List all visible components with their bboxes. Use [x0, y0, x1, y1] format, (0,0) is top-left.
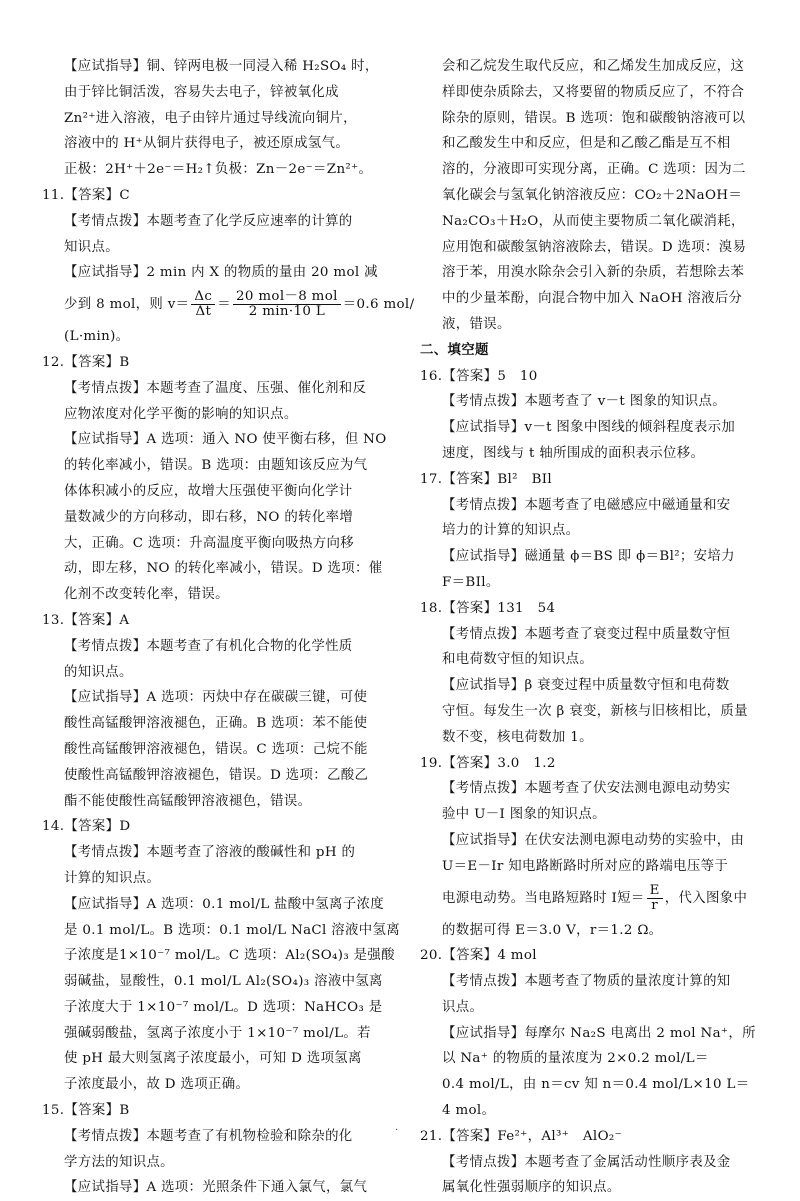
answer-line	[420, 943, 772, 969]
text-line: 的数据可得 E＝3.0 V，r＝1.2 Ω。	[442, 922, 663, 938]
text-line: 【应试指导】β 衰变过程中质量数守恒和电荷数	[442, 678, 730, 694]
formula-equals: ＝	[217, 297, 232, 313]
text-line: 是 0.1 mol/L。B 选项：0.1 mol/L NaCl 溶液中氢离	[64, 922, 400, 938]
answer-line	[420, 596, 772, 622]
formula-line	[420, 880, 772, 918]
formula-prefix: 少到 8 mol，则 v＝	[64, 297, 190, 313]
answer-line	[420, 1124, 772, 1150]
text-line: U＝E－Ir 知电路断路时所对应的路端电压等于	[442, 858, 729, 874]
text-line: 4 mol。	[442, 1103, 496, 1119]
answer-text: 【答案】Bl² BIl	[442, 471, 553, 487]
text-line: 【应试指导】在伏安法测电源电动势的实验中，由	[442, 832, 745, 848]
text-line: 【考情点拨】本题考查了电磁感应中磁通量和安	[442, 497, 731, 513]
answer-text: 【答案】B	[64, 354, 130, 370]
text-line: 【考情点拨】本题考查了衰变过程中质量数守恒	[442, 626, 731, 642]
page-mark: ·	[395, 1125, 399, 1136]
fraction-delta	[191, 290, 215, 319]
text-line: Zn²⁺进入溶液，电子由锌片通过导线流向铜片，	[64, 110, 357, 126]
answer-text: 【答案】D	[64, 819, 131, 835]
text-line: 溶的，分液即可实现分离，正确。C 选项：因为二	[442, 162, 746, 178]
fraction-e-over-r-numerator: E	[647, 884, 663, 899]
text-line: 酯不能使酸性高锰酸钾溶液褪色，错误。	[64, 793, 312, 809]
formula-suffix: ＝0.6 mol/	[342, 297, 415, 313]
question-number: 15.	[42, 1103, 65, 1119]
text-line: 中的少量苯酚，向混合物中加入 NaOH 溶液后分	[442, 291, 743, 307]
answer-text: 【答案】131 54	[442, 600, 556, 616]
text-line: 【考情点拨】本题考查了有机化合物的化学性质	[64, 638, 353, 654]
text-line: 【考情点拨】本题考查了伏安法测电源电动势实	[442, 781, 731, 797]
text-line: 体体积减小的反应，故增大压强使平衡向化学计	[64, 483, 353, 499]
fraction-values-denominator: 2 min·10 L	[248, 304, 326, 320]
fraction-values	[233, 290, 341, 319]
text-line: 培力的计算的知识点。	[442, 523, 580, 539]
text-line: 会和乙烷发生取代反应，和乙烯发生加成反应，这	[442, 59, 745, 74]
answer-line	[42, 1098, 394, 1124]
text-line: 0.4 mol/L，由 n＝cv 知 n＝0.4 mol/L×10 L＝	[442, 1077, 750, 1093]
text-line: 正极：2H⁺＋2e⁻＝H₂↑负极：Zn－2e⁻＝Zn²⁺。	[64, 162, 373, 178]
question-number: 21.	[420, 1128, 443, 1144]
answer-text: 【答案】3.0 1.2	[442, 755, 556, 771]
question-number: 12.	[42, 354, 65, 370]
text-line: 液，错误。	[442, 316, 511, 332]
text-line: 化剂不改变转化率，错误。	[64, 587, 229, 603]
text-line: F＝BIl。	[442, 574, 500, 590]
formula-prefix: 电源电动势。当电路短路时 I短＝	[442, 890, 645, 906]
answer-line	[42, 183, 394, 209]
text-line: 应用饱和碳酸氢钠溶液除去，错误。D 选项：溴易	[442, 239, 747, 255]
question-number: 19.	[420, 755, 443, 771]
fraction-values-numerator: 20 mol－8 mol	[233, 290, 341, 305]
text-line: 【考情点拨】本题考查了 v－t 图象的知识点。	[442, 394, 726, 410]
text-line: 大，正确。C 选项：升高温度平衡向吸热方向移	[64, 535, 355, 551]
text-line: 【应试指导】铜、锌两电极一同浸入稀 H₂SO₄ 时，	[64, 59, 379, 74]
fraction-delta-numerator: Δc	[191, 290, 215, 305]
answer-text: 【答案】B	[64, 1103, 130, 1119]
left-column	[42, 54, 415, 1201]
text-line: 子浓度最小，故 D 选项正确。	[64, 1077, 250, 1093]
text-line: 【应试指导】A 选项：丙炔中存在碳碳三键，可使	[64, 690, 368, 706]
text-line: 【应试指导】磁通量 ϕ＝BS 即 ϕ＝Bl²；安培力	[442, 549, 735, 565]
answer-line	[42, 608, 394, 634]
text-line: 【应试指导】2 min 内 X 的物质的量由 20 mol 减	[64, 265, 378, 281]
question-number: 20.	[420, 948, 443, 964]
text-line: 属氧化性强弱顺序的知识点。	[442, 1180, 621, 1196]
section-heading: 二、填空题	[420, 341, 489, 358]
text-line: Na₂CO₃＋H₂O，从而使主要物质二氧化碳消耗，	[442, 213, 745, 229]
text-line: 以 Na⁺ 的物质的量浓度为 2×0.2 mol/L＝	[442, 1051, 709, 1067]
text-line: 【考情点拨】本题考查了物质的量浓度计算的知	[442, 974, 731, 990]
question-number: 16.	[420, 368, 443, 384]
text-line: 【考情点拨】本题考查了温度、压强、催化剂和反	[64, 380, 367, 396]
text-line: 溶于苯，用溴水除杂会引入新的杂质，若想除去苯	[442, 265, 745, 281]
text-line: 和电荷数守恒的知识点。	[442, 652, 594, 668]
text-line: 和乙酸发生中和反应，但是和乙酸乙酯是互不相	[442, 136, 731, 152]
answer-line	[420, 467, 772, 493]
text-line: 学方法的知识点。	[64, 1154, 174, 1170]
text-line: 【考情点拨】本题考查了化学反应速率的计算的	[64, 213, 353, 229]
answer-line	[420, 364, 772, 390]
text-line: 验中 U－I 图象的知识点。	[442, 807, 606, 823]
fraction-e-over-r-denominator: r	[651, 897, 659, 913]
text-line: 守恒。每发生一次 β 衰变，新核与旧核相比，质量	[442, 703, 748, 719]
answer-text: 【答案】5 10	[442, 368, 538, 384]
text-line: 动，即左移，NO 的转化率减小，错误。D 选项：催	[64, 561, 383, 577]
text-line: 【应试指导】每摩尔 Na₂S 电离出 2 mol Na⁺，所	[442, 1025, 756, 1041]
text-line: 【考情点拨】本题考查了溶液的酸碱性和 pH 的	[64, 845, 356, 861]
answer-text: 【答案】Fe²⁺，Al³⁺ AlO₂⁻	[442, 1128, 623, 1144]
formula-line	[42, 286, 415, 324]
text-line: 计算的知识点。	[64, 870, 161, 886]
text-line: 数不变，核电荷数加 1。	[442, 729, 593, 745]
text-line: 的转化率减小，错误。B 选项：由题知该反应为气	[64, 458, 368, 474]
question-number: 11.	[42, 187, 65, 203]
text-line: 酸性高锰酸钾溶液褪色，错误。C 选项：己烷不能	[64, 741, 368, 757]
text-line: 除杂的原则，错误。B 选项：饱和碳酸钠溶液可以	[442, 110, 746, 126]
text-line: 使酸性高锰酸钾溶液褪色，错误。D 选项：乙酸乙	[64, 767, 369, 783]
text-line: (L·min)。	[64, 329, 130, 345]
formula-suffix: ，代入图象中	[664, 890, 748, 906]
text-line: 量数减少的方向移动，即右移，NO 的转化率增	[64, 509, 354, 525]
answer-text: 【答案】C	[64, 187, 130, 203]
right-column	[420, 54, 772, 1201]
text-line: 使 pH 最大则氢离子浓度最小，可知 D 选项氢离	[64, 1051, 362, 1067]
text-line: 【考情点拨】本题考查了有机物检验和除杂的化	[64, 1128, 353, 1144]
text-line: 应物浓度对化学平衡的影响的知识点。	[64, 406, 298, 422]
text-line: 氧化碳会与氢氧化钠溶液反应：CO₂＋2NaOH＝	[442, 187, 743, 203]
text-line: 弱碱盐，显酸性，0.1 mol/L Al₂(SO₄)₃ 溶液中氢离	[64, 974, 383, 990]
question-number: 14.	[42, 819, 65, 835]
text-line: 酸性高锰酸钾溶液褪色，正确。B 选项：苯不能使	[64, 716, 368, 732]
question-number: 13.	[42, 612, 65, 628]
text-line: 【应试指导】v－t 图象中图线的倾斜程度表示加	[442, 420, 736, 436]
text-line: 强碱弱酸盐，氢离子浓度小于 1×10⁻⁷ mol/L。若	[64, 1025, 371, 1041]
text-line: 速度，图线与 t 轴所围成的面积表示位移。	[442, 445, 705, 461]
answer-line	[42, 814, 394, 840]
text-line: 子浓度大于 1×10⁻⁷ mol/L。D 选项：NaHCO₃ 是	[64, 999, 383, 1015]
answer-line	[42, 350, 394, 376]
fraction-delta-denominator: Δt	[195, 304, 212, 320]
text-line: 溶液中的 H⁺从铜片获得电子，被还原成氢气。	[64, 136, 350, 152]
text-line: 子浓度是1×10⁻⁷ mol/L。C 选项：Al₂(SO₄)₃ 是强酸	[64, 948, 395, 964]
text-line: 【考情点拨】本题考查了金属活动性顺序表及金	[442, 1154, 731, 1170]
text-line: 识点。	[442, 999, 484, 1015]
question-number: 17.	[420, 471, 443, 487]
text-line: 由于锌比铜活泼，容易失去电子，锌被氧化成	[64, 84, 339, 100]
text-line: 【应试指导】A 选项：光照条件下通入氯气，氯气	[64, 1180, 368, 1196]
text-line: 【应试指导】A 选项：通入 NO 使平衡右移，但 NO	[64, 432, 387, 448]
text-line: 样即使杂质除去，又将要留的物质反应了，不符合	[442, 84, 745, 100]
text-line: 的知识点。	[64, 664, 133, 680]
fraction-e-over-r	[647, 884, 663, 913]
answer-line	[420, 751, 772, 777]
answer-text: 【答案】4 mol	[442, 948, 537, 964]
text-line: 知识点。	[64, 239, 119, 255]
question-number: 18.	[420, 600, 443, 616]
text-line: 【应试指导】A 选项：0.1 mol/L 盐酸中氢离子浓度	[64, 896, 384, 912]
answer-text: 【答案】A	[64, 612, 130, 628]
